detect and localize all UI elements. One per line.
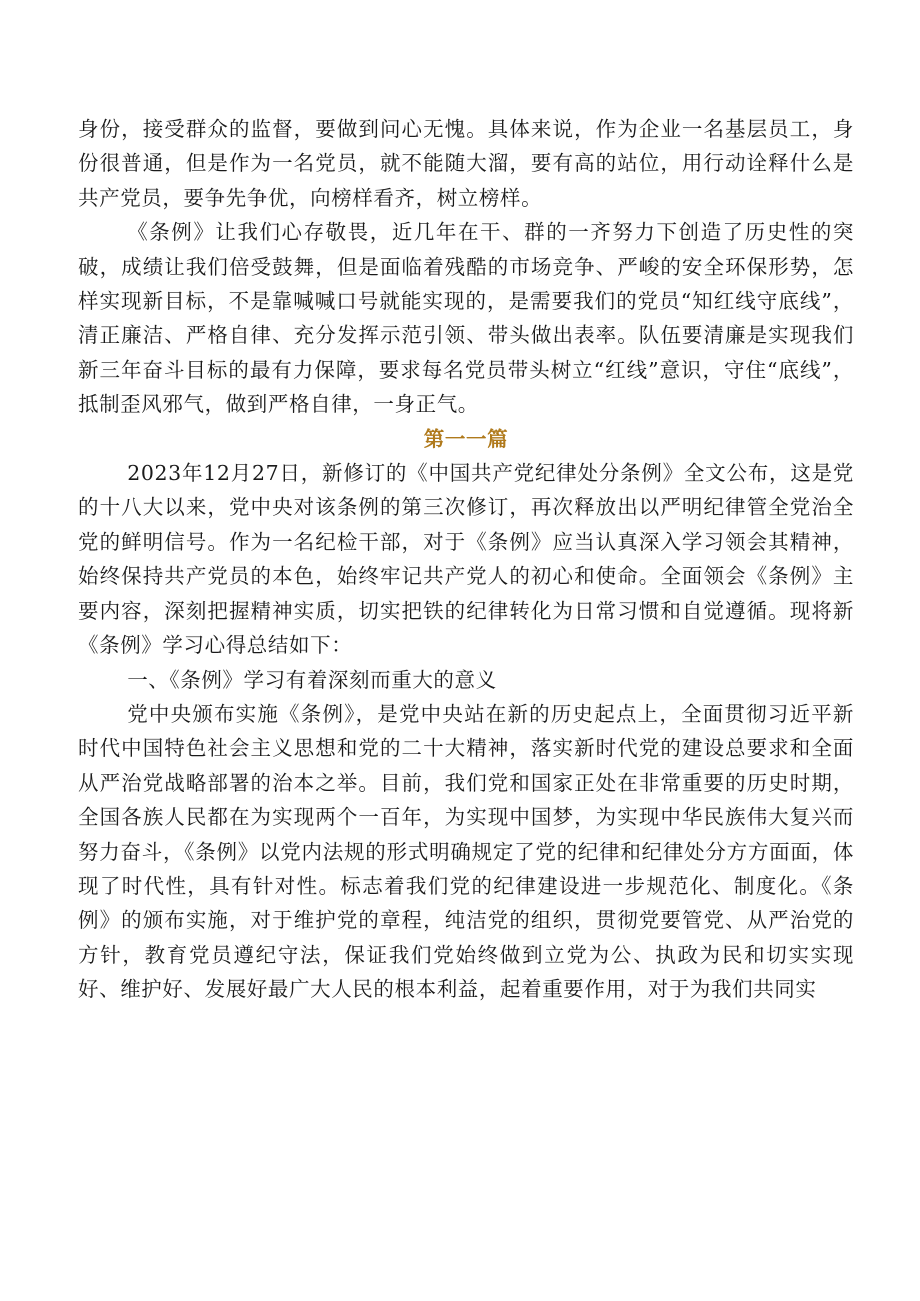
paragraph-continuation: 身份，接受群众的监督，要做到问心无愧。具体来说，作为企业一名基层员工，身份很普通，但是作为一名党员，就不能随大溜，要有高的站位，用行动诠释什么是共产党员，要争先争优，向榜样看齐，树立榜样。 bbox=[78, 117, 854, 210]
section-heading: 第一一篇 bbox=[423, 426, 509, 451]
document-page bbox=[78, 112, 854, 1007]
subheading-significance: 一、《条例》学习有着深刻而重大的意义 bbox=[127, 667, 497, 692]
paragraph-introduction: 2023年12月27日，新修订的《中国共产党纪律处分条例》全文公布，这是党的十八大以来，党中央对该条例的第三次修订，再次释放出以严明纪律管全党治全党的鲜明信号。作为一名纪检干部，对于《条例》应当认真深入学习领会其精神，始终保持共产党员的本色，始终牢记共产党人的初心和使命。全面领会《条例》主要内容，深刻把握精神实质，切实把铁的纪律转化为日常习惯和自觉遵循。现将新《条例》学习心得总结如下： bbox=[78, 461, 854, 658]
paragraph-significance-body: 党中央颁布实施《条例》，是党中央站在新的历史起点上，全面贯彻习近平新时代中国特色社会主义思想和党的二十大精神，落实新时代党的建设总要求和全面从严治党战略部署的治本之举。目前，我们党和国家正处在非常重要的历史时期，全国各族人民都在为实现两个一百年，为实现中国梦，为实现中华民族伟大复兴而努力奋斗，《条例》以党内法规的形式明确规定了党的纪律和纪律处分方方面面，体现了时代性，具有针对性。标志着我们党的纪律建设进一步规范化、制度化。《条例》的颁布实施，对于维护党的章程，纯洁党的组织，贯彻党要管党、从严治党的方针，教育党员遵纪守法，保证我们党始终做到立党为公、执政为民和切实实现好、维护好、发展好最广大人民的根本利益，起着重要作用，对于为我们共同实 bbox=[78, 701, 854, 1002]
paragraph-regulation-awe: 《条例》让我们心存敬畏，近几年在干、群的一齐努力下创造了历史性的突破，成绩让我们倍受鼓舞，但是面临着残酷的市场竞争、严峻的安全环保形势，怎样实现新目标，不是靠喊喊口号就能实现的，是需要我们的党员“知红线守底线”，清正廉洁、严格自律、充分发挥示范引领、带头做出表率。队伍要清廉是实现我们新三年奋斗目标的最有力保障，要求每名党员带头树立“红线”意识，守住“底线”，抵制歪风邪气，做到严格自律，一身正气。 bbox=[78, 220, 854, 417]
